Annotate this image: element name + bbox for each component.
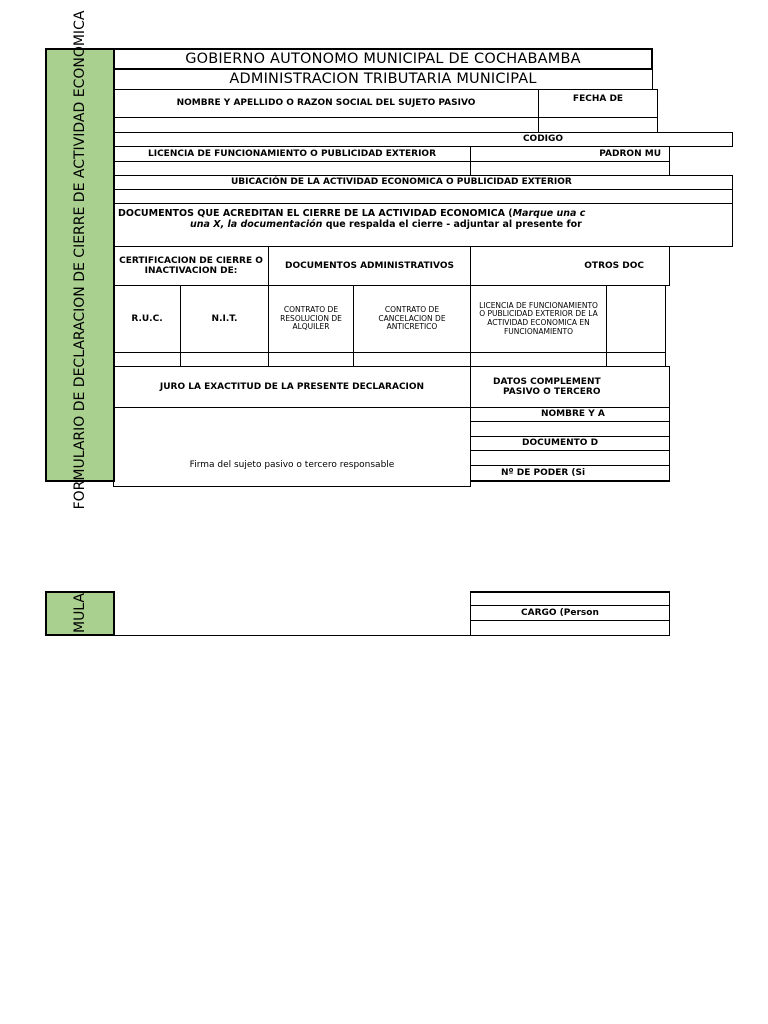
ruc-column: R.U.C.	[113, 285, 181, 353]
contrato-anticretico-column: CONTRATO DE CANCELACION DE ANTICRETICO	[353, 285, 471, 353]
fecha-label: FECHA DE	[538, 89, 658, 118]
vertical-title-band-lower	[45, 591, 115, 636]
lower-left-box	[113, 591, 471, 636]
otros-documentos-header: OTROS DOC	[470, 246, 670, 286]
documentos-administrativos-header: DOCUMENTOS ADMINISTRATIVOS	[268, 246, 471, 286]
documentos-instruction: DOCUMENTOS QUE ACREDITAN EL CIERRE DE LA ACTIVIDAD ECONOMICA (Marque una c una X, la documentación que respalda el cierre - adjuntar al presente for	[113, 203, 733, 247]
firma-label: Firma del sujeto pasivo o tercero responsable	[189, 459, 395, 470]
cargo-label: CARGO (Person	[470, 605, 670, 621]
poder-label: Nº DE PODER (Si	[470, 465, 670, 482]
documento-tercero-input[interactable]	[470, 450, 670, 466]
nombre-label: NOMBRE Y APELLIDO O RAZON SOCIAL DEL SUJETO PASIVO	[113, 89, 539, 118]
header-line-2: ADMINISTRACION TRIBUTARIA MUNICIPAL	[113, 69, 653, 90]
padron-input[interactable]	[470, 161, 670, 176]
juro-declaration: JURO LA EXACTITUD DE LA PRESENTE DECLARACION	[113, 366, 471, 408]
licencia-funcionamiento-check[interactable]	[470, 352, 607, 367]
vertical-form-title-lower: MULA	[72, 592, 88, 634]
licencia-label: LICENCIA DE FUNCIONAMIENTO O PUBLICIDAD EXTERIOR	[113, 146, 471, 162]
nit-check[interactable]	[180, 352, 269, 367]
cargo-input[interactable]	[470, 620, 670, 636]
vertical-form-title: FORMULARIO DE DECLARACION DE CIERRE DE ACTIVIDAD ECONOMICA	[72, 10, 88, 510]
datos-complementarios	[470, 366, 670, 408]
vertical-title-band	[45, 10, 115, 510]
nombre-tercero-input[interactable]	[470, 421, 670, 437]
licencia-funcionamiento-column: LICENCIA DE FUNCIONAMIENTO O PUBLICIDAD EXTERIOR DE LA ACTIVIDAD ECONOMICA EN FUNCIONAMIENTO	[470, 285, 607, 353]
datos-line-2: PASIVO O TERCERO	[503, 387, 601, 397]
fecha-input[interactable]	[538, 117, 658, 133]
extra-column	[606, 285, 666, 353]
form-table	[113, 48, 661, 482]
nombre-input[interactable]	[113, 117, 539, 133]
contrato-alquiler-check[interactable]	[268, 352, 354, 367]
header-line-1: GOBIERNO AUTONOMO MUNICIPAL DE COCHABAMBA	[113, 48, 653, 70]
contrato-anticretico-check[interactable]	[353, 352, 471, 367]
documentos-italic-1: Marque una c	[512, 208, 586, 219]
datos-line-1: DATOS COMPLEMENT	[493, 376, 601, 387]
certificacion-header: CERTIFICACION DE CIERRE O INACTIVACION DE:	[113, 246, 269, 286]
codigo-label: CODIGO	[113, 132, 733, 147]
contrato-alquiler-column: CONTRATO DE RESOLUCION DE ALQUILER	[268, 285, 354, 353]
nit-column: N.I.T.	[180, 285, 269, 353]
ubicacion-input[interactable]	[113, 189, 733, 204]
firma-box	[113, 407, 471, 487]
extra-check[interactable]	[606, 352, 666, 367]
ubicacion-label: UBICACIÓN DE LA ACTIVIDAD ECONOMICA O PUBLICIDAD EXTERIOR	[113, 175, 733, 190]
padron-label: PADRON MU	[470, 146, 670, 162]
documento-tercero-label: DOCUMENTO D	[470, 436, 670, 451]
ruc-check[interactable]	[113, 352, 181, 367]
lower-form-fragment	[113, 591, 607, 636]
documentos-italic-2: una X, la documentación	[190, 218, 323, 230]
lower-row-1[interactable]	[470, 591, 670, 606]
nombre-tercero-label: NOMBRE Y A	[470, 407, 670, 422]
licencia-input[interactable]	[113, 161, 471, 176]
